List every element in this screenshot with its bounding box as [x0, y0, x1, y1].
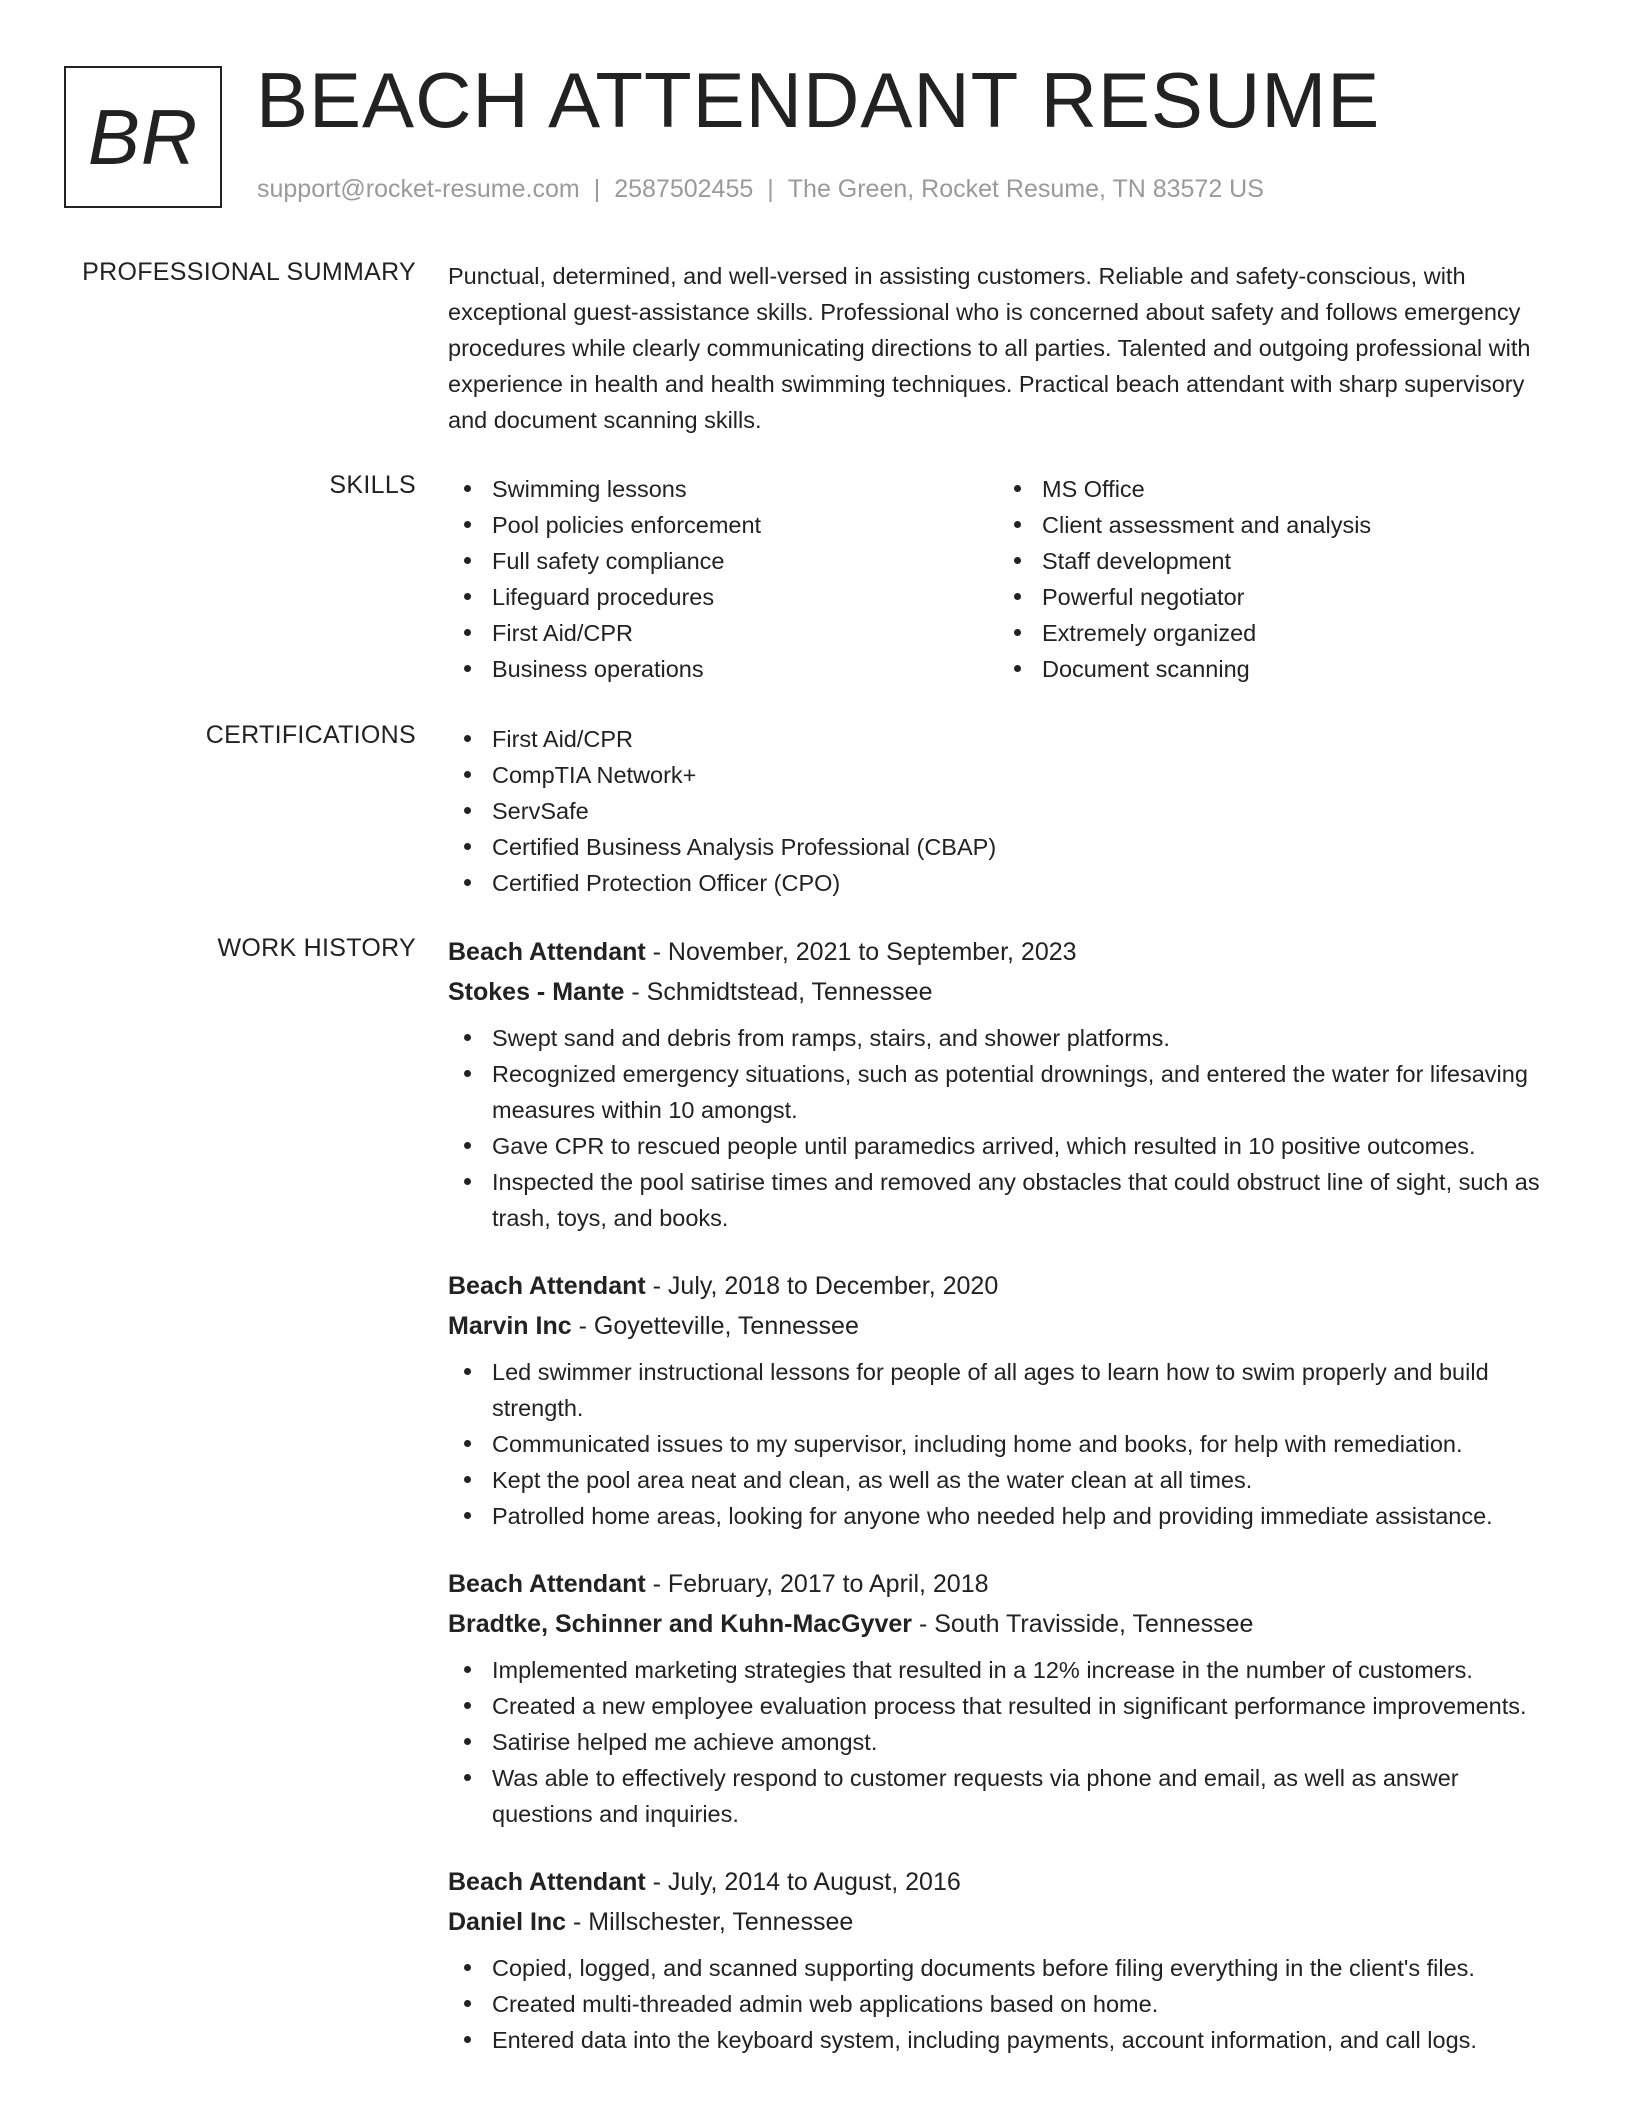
job-title: Beach Attendant: [448, 1868, 646, 1896]
job-company: Stokes - Mante: [448, 978, 625, 1006]
monogram-text: BR: [87, 92, 199, 181]
certification-item: CompTIA Network+: [448, 757, 1560, 793]
skill-item: Pool policies enforcement: [448, 507, 998, 543]
job-dates: - February, 2017 to April, 2018: [645, 1570, 989, 1598]
job-bullets: [448, 1020, 1560, 1236]
job-location: - South Travisside, Tennessee: [912, 1610, 1254, 1638]
certifications-body: [448, 721, 1560, 901]
job-bullet: Satirise helped me achieve amongst.: [448, 1724, 1560, 1760]
contact-line: [257, 175, 1264, 204]
job-bullets: [448, 1950, 1560, 2058]
job-bullet: Communicated issues to my supervisor, including home and books, for help with remediation.: [448, 1426, 1560, 1462]
summary-body: [448, 258, 1560, 438]
job-bullets: [448, 1354, 1560, 1534]
job-dates: - July, 2018 to December, 2020: [645, 1272, 999, 1300]
monogram-logo: [64, 66, 222, 208]
job-bullet: Implemented marketing strategies that resulted in a 12% increase in the number of customers.: [448, 1652, 1560, 1688]
job-company: Daniel Inc: [448, 1908, 567, 1936]
contact-address: The Green, Rocket Resume, TN 83572 US: [787, 175, 1264, 203]
job-company: Bradtke, Schinner and Kuhn-MacGyver: [448, 1610, 913, 1638]
contact-separator: |: [593, 175, 601, 203]
job-title-line: [448, 932, 1560, 972]
job-company: Marvin Inc: [448, 1312, 572, 1340]
skill-item: Full safety compliance: [448, 543, 998, 579]
skill-item: Lifeguard procedures: [448, 579, 998, 615]
job-bullet: Was able to effectively respond to customer requests via phone and email, as well as answer questions and inquiries.: [448, 1760, 1560, 1832]
job-title: Beach Attendant: [448, 1272, 646, 1300]
job-bullet: Created a new employee evaluation process that resulted in significant performance improvements.: [448, 1688, 1560, 1724]
section-label-skills: SKILLS: [329, 471, 416, 499]
job-bullet: Recognized emergency situations, such as potential drownings, and entered the water for lifesaving measures within 10 amongst.: [448, 1056, 1560, 1128]
section-label-summary: PROFESSIONAL SUMMARY: [82, 258, 416, 286]
certification-item: Certified Business Analysis Professional (CBAP): [448, 829, 1560, 865]
skill-item: Staff development: [998, 543, 1558, 579]
skill-item: Document scanning: [998, 651, 1558, 687]
job-bullets: [448, 1652, 1560, 1832]
job-entry: [448, 1862, 1560, 2058]
certification-item: ServSafe: [448, 793, 1560, 829]
job-bullet: Patrolled home areas, looking for anyone who needed help and providing immediate assistance.: [448, 1498, 1560, 1534]
job-bullet: Inspected the pool satirise times and removed any obstacles that could obstruct line of sight, such as trash, toys, and books.: [448, 1164, 1560, 1236]
job-entry: [448, 932, 1560, 1236]
job-bullet: Copied, logged, and scanned supporting documents before filing everything in the client's files.: [448, 1950, 1560, 1986]
skills-list-right: [998, 471, 1558, 687]
skill-item: Swimming lessons: [448, 471, 998, 507]
job-title: Beach Attendant: [448, 938, 646, 966]
job-bullet: Created multi-threaded admin web applications based on home.: [448, 1986, 1560, 2022]
skill-item: Business operations: [448, 651, 998, 687]
job-bullet: Swept sand and debris from ramps, stairs, and shower platforms.: [448, 1020, 1560, 1056]
job-bullet: Gave CPR to rescued people until paramedics arrived, which resulted in 10 positive outcomes.: [448, 1128, 1560, 1164]
certification-item: Certified Protection Officer (CPO): [448, 865, 1560, 901]
job-company-line: [448, 1306, 1560, 1346]
job-title: Beach Attendant: [448, 1570, 646, 1598]
contact-phone: 2587502455: [614, 175, 754, 203]
job-entry: [448, 1266, 1560, 1534]
contact-email: support@rocket-resume.com: [257, 175, 580, 203]
job-company-line: [448, 1902, 1560, 1942]
job-title-line: [448, 1564, 1560, 1604]
skill-item: MS Office: [998, 471, 1558, 507]
certification-item: First Aid/CPR: [448, 721, 1560, 757]
summary-text: Punctual, determined, and well-versed in assisting customers. Reliable and safety-conscious, with exceptional guest-assistance skills. Professional who is concerned about safety and follows emergency procedures while clearly communicating directions to all parties. Talented and outgoing professional with experience in health and health swimming techniques. Practical beach attendant with sharp supervisory and document scanning skills.: [448, 263, 1531, 433]
job-bullet: Kept the pool area neat and clean, as well as the water clean at all times.: [448, 1462, 1560, 1498]
job-location: - Schmidtstead, Tennessee: [624, 978, 933, 1006]
page-title: BEACH ATTENDANT RESUME: [256, 56, 1381, 144]
skill-item: First Aid/CPR: [448, 615, 998, 651]
job-bullet: Entered data into the keyboard system, including payments, account information, and call logs.: [448, 2022, 1560, 2058]
skills-body: [448, 471, 1560, 687]
certifications-list: [448, 721, 1560, 901]
job-dates: - July, 2014 to August, 2016: [645, 1868, 961, 1896]
job-company-line: [448, 972, 1560, 1012]
contact-separator: |: [767, 175, 774, 203]
section-label-certifications: CERTIFICATIONS: [205, 721, 416, 749]
job-location: - Millschester, Tennessee: [566, 1908, 854, 1936]
skill-item: Extremely organized: [998, 615, 1558, 651]
job-title-line: [448, 1862, 1560, 1902]
job-location: - Goyetteville, Tennessee: [571, 1312, 859, 1340]
job-company-line: [448, 1604, 1560, 1644]
job-entry: [448, 1564, 1560, 1832]
job-dates: - November, 2021 to September, 2023: [645, 938, 1077, 966]
section-label-work-history: WORK HISTORY: [217, 934, 416, 962]
skills-list-left: [448, 471, 998, 687]
skill-item: Client assessment and analysis: [998, 507, 1558, 543]
job-title-line: [448, 1266, 1560, 1306]
skill-item: Powerful negotiator: [998, 579, 1558, 615]
job-bullet: Led swimmer instructional lessons for people of all ages to learn how to swim properly and build strength.: [448, 1354, 1560, 1426]
work-history-body: [448, 932, 1560, 2088]
